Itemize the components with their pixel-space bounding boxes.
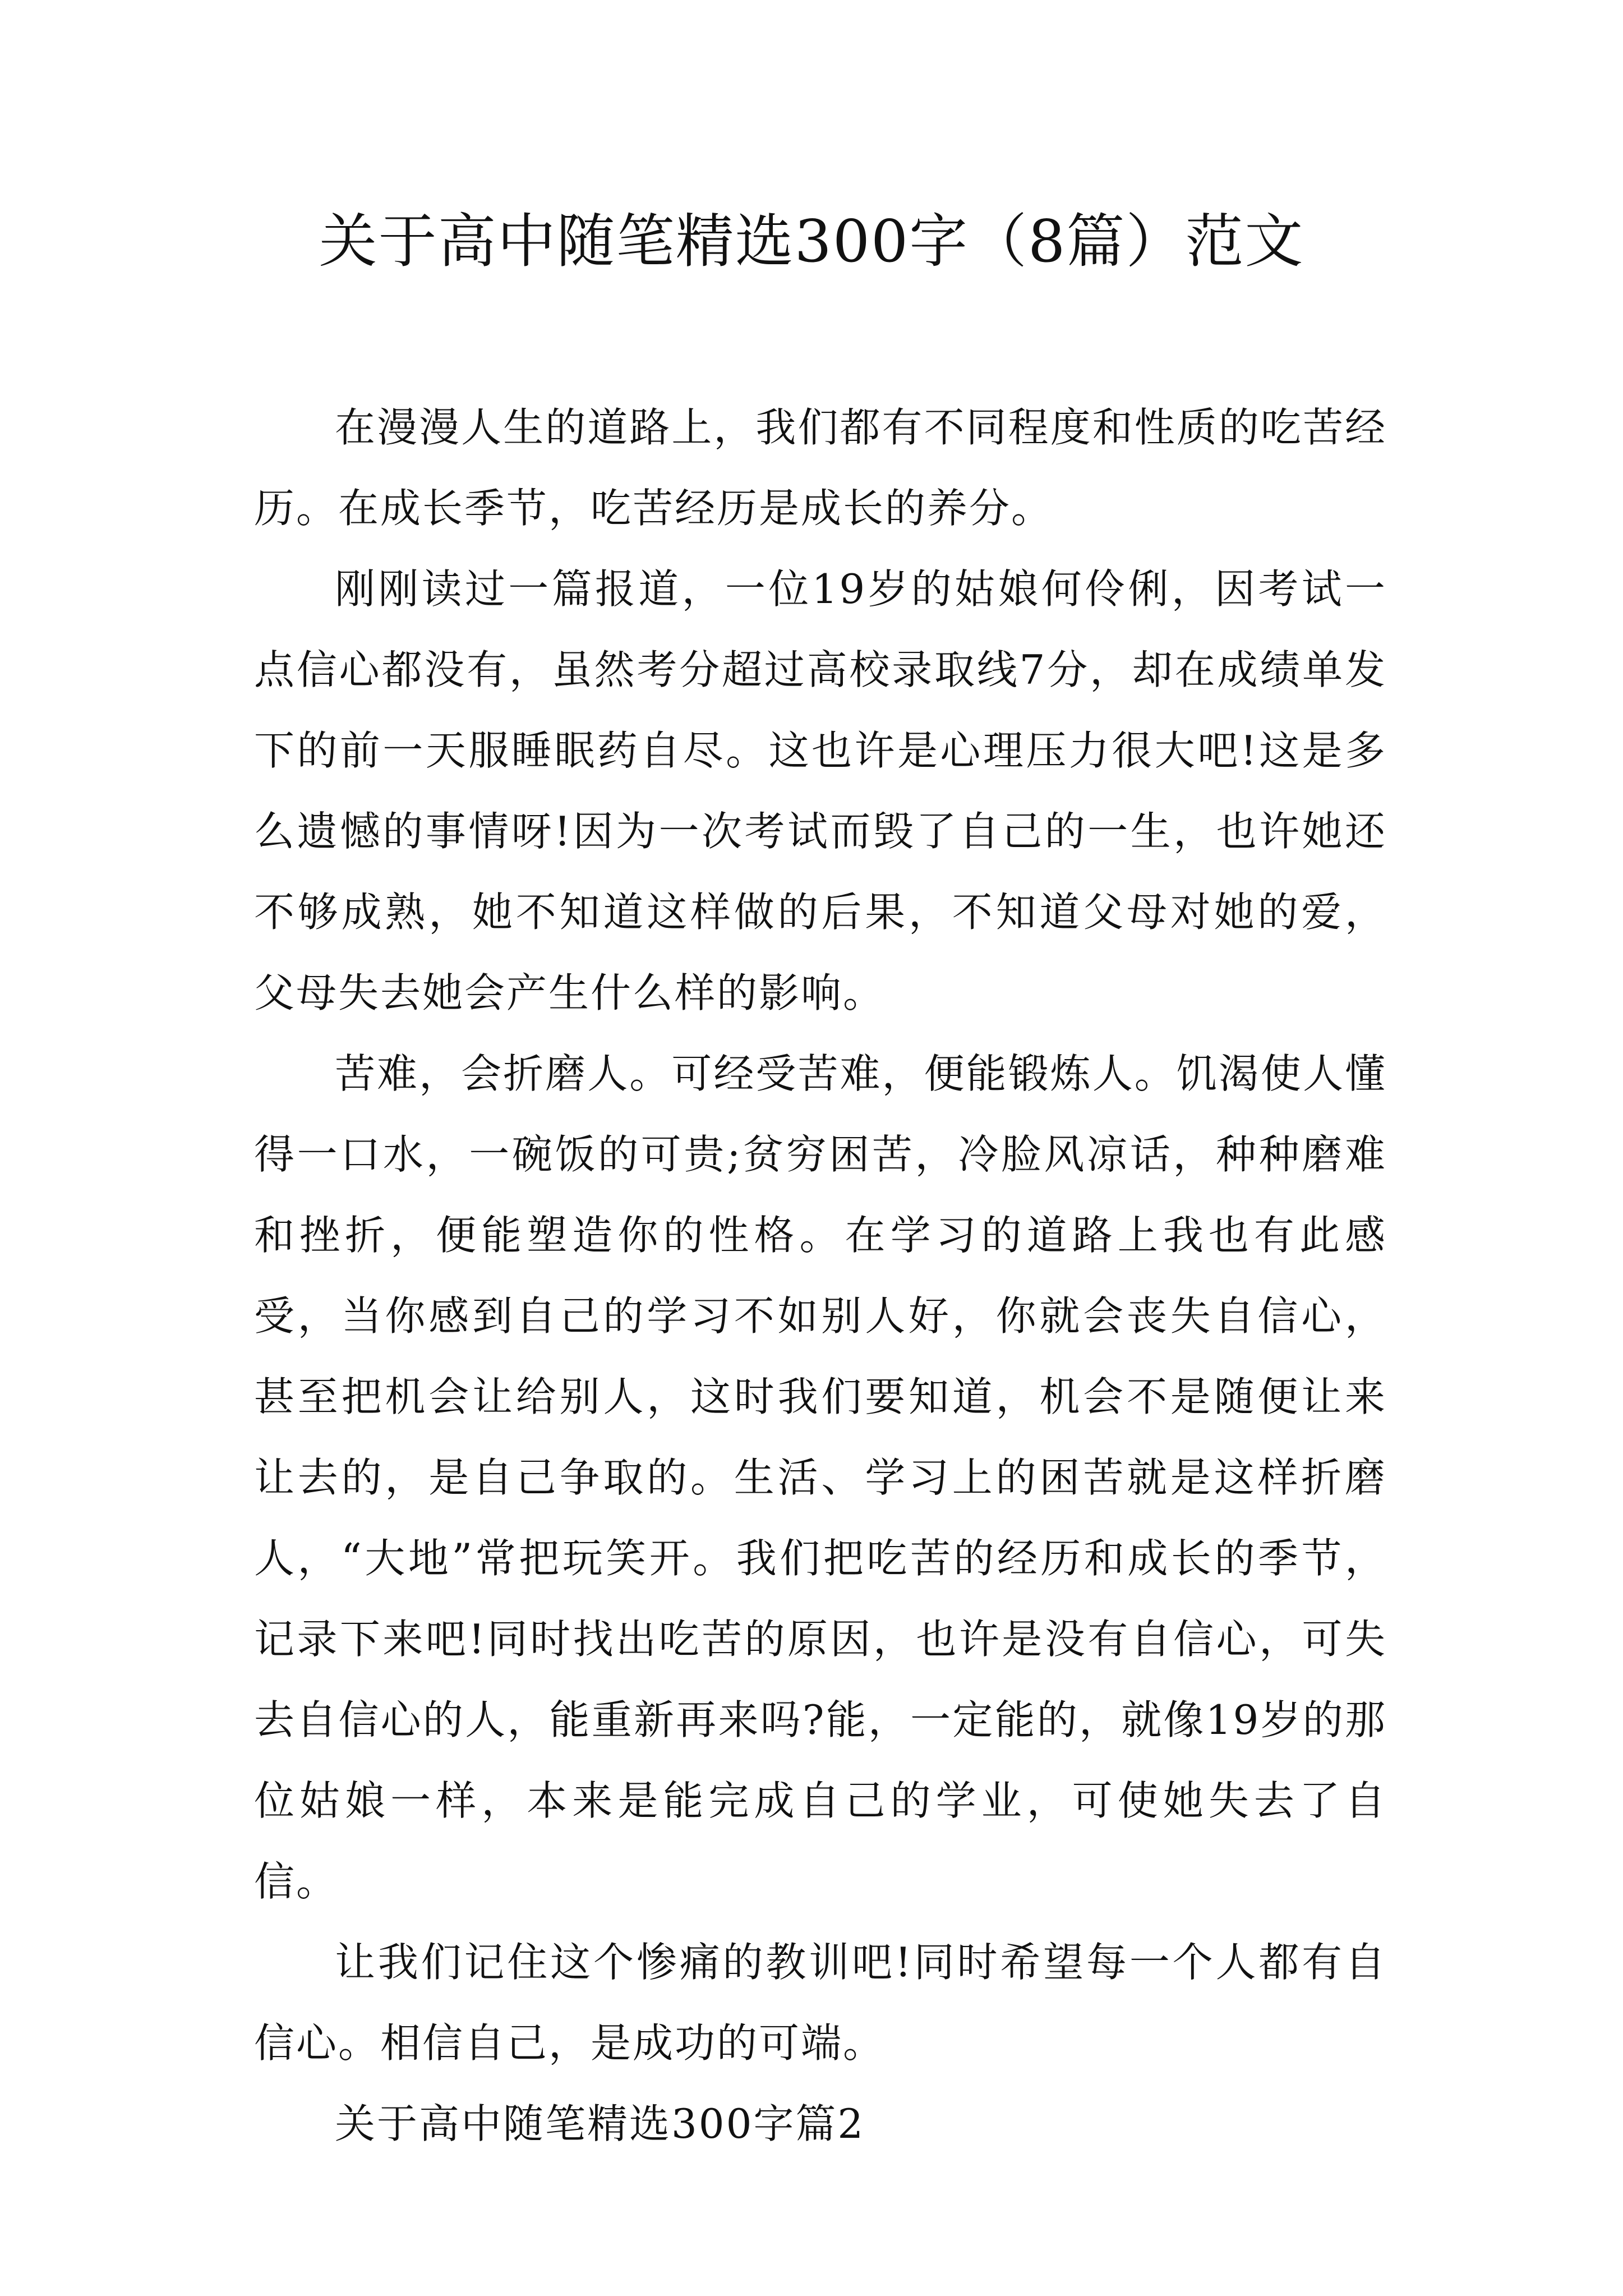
paragraph-3: 苦难，会折磨人。可经受苦难，便能锻炼人。饥渴使人懂得一口水，一碗饭的可贵;贫穷困苦，冷脸风凉话，种种磨难和挫折，便能塑造你的性格。在学习的道路上我也有此感受，当你感到自己的学习不如别人好，你就会丧失自信心，甚至把机会让给别人，这时我们要知道，机会不是随便让来让去的，是自己争取的。生活、学习上的困苦就是这样折磨人，“大地”常把玩笑开。我们把吃苦的经历和成长的季节，记录下来吧!同时找出吃苦的原因，也许是没有自信心，可失去自信心的人，能重新再来吗?能，一定能的，就像19岁的那位姑娘一样，本来是能完成自己的学业，可使她失去了自信。 [254, 1050, 1387, 1905]
section-heading: 关于高中随笔精选300字篇2 [335, 2100, 865, 2147]
paragraph-4: 让我们记住这个惨痛的教训吧!同时希望每一个人都有自信心。相信自己，是成功的可端。 [254, 1939, 1387, 2067]
document-body [254, 387, 1387, 2164]
paragraph-2: 刚刚读过一篇报道，一位19岁的姑娘何伶俐，因考试一点信心都没有，虽然考分超过高校录取线7分，却在成绩单发下的前一天服睡眠药自尽。这也许是心理压力很大吧!这是多么遗憾的事情呀!因为一次考试而毁了自己的一生，也许她还不够成熟，她不知道这样做的后果，不知道父母对她的爱，父母失去她会产生什么样的影响。 [254, 565, 1387, 1016]
document-title: 关于高中随笔精选300字（8篇）范文 [319, 207, 1304, 275]
paragraph-1: 在漫漫人生的道路上，我们都有不同程度和性质的吃苦经历。在成长季节，吃苦经历是成长的养分。 [254, 404, 1387, 532]
